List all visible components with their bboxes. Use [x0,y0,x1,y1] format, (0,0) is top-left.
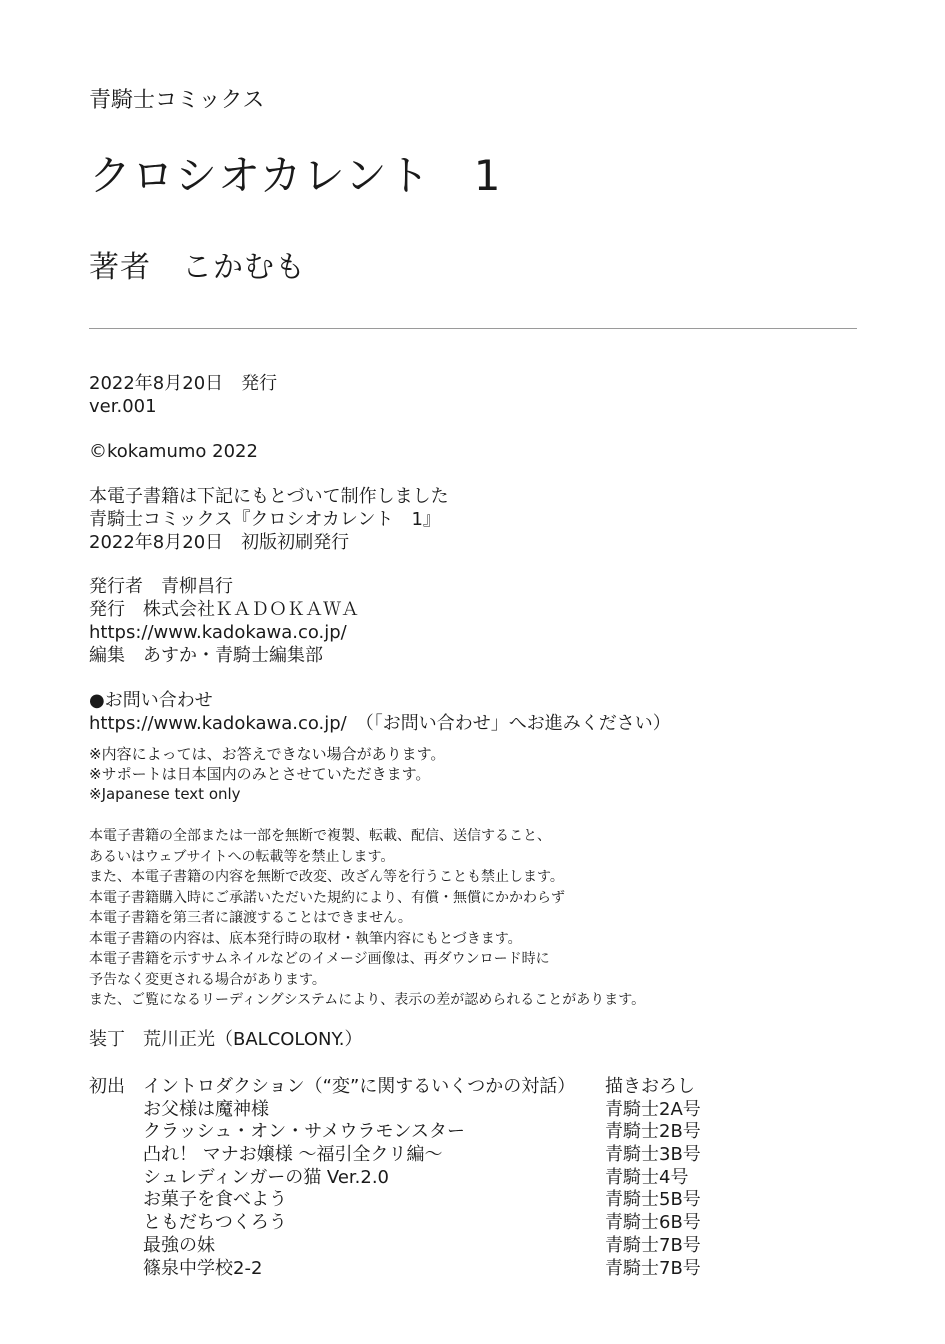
copyright: ©kokamumo 2022 [89,441,258,462]
divider [89,328,857,329]
publisher-block [89,575,859,667]
story-title: イントロダクション（“変”に関するいくつかの対話） [143,1076,576,1097]
story-title: 凸れ！ マナお嬢様 ～福引全クリ編～ [143,1144,443,1166]
design-credit: 装丁 荒川正光（BALCOLONY.） [89,1029,363,1050]
notice-line: 本電子書籍購入時にご承諾いただいた規約により、有償・無償にかかわらず [89,889,565,906]
book-title: クロシオカレント 1 [89,151,502,200]
copyright-block [89,440,859,463]
story-title: 最強の妹 [143,1234,215,1256]
first-appearance-heading: 初出 [89,1076,125,1097]
contact-note: ※内容によっては、お答えできない場合があります。 [89,745,446,763]
story-origin: 青騎士2A号 [605,1098,701,1120]
story-title: ともだちつくろう [143,1212,287,1234]
list-item [89,1208,859,1234]
design-block [89,1028,859,1051]
list-item [89,1163,859,1186]
author-line: 著者 こかむも [89,250,306,285]
notice-line: 本電子書籍の全部または一部を無断で複製、転載、配信、送信すること、 [89,828,551,844]
story-origin: 青騎士5B号 [605,1189,701,1211]
story-title: シュレディンガーの猫 Ver.2.0 [143,1166,390,1188]
list-item [89,1185,859,1211]
story-origin: 青騎士6B号 [605,1212,701,1234]
contact-block [89,689,859,735]
story-origin: 青騎士7B号 [605,1257,701,1279]
publisher-line: 編集 あすか・青騎士編集部 [89,645,323,666]
publisher-line: 発行 株式会社ＫＡＤＯＫＡＷＡ [89,599,359,620]
story-origin: 描きおろし [605,1076,695,1097]
list-item [89,1140,859,1166]
publisher-url: https://www.kadokawa.co.jp/ [89,622,347,643]
basis-block [89,485,859,554]
publication-info [89,372,859,418]
notice-line: 本電子書籍の内容は、底本発行時の取材・執筆内容にもとづきます。 [89,930,522,947]
notice-line: また、ご覧になるリーディングシステムにより、表示の差が認められることがあります。 [89,992,646,1008]
basis-line: 青騎士コミックス『クロシオカレント 1』 [89,509,441,530]
first-appearance-list [89,1072,859,1279]
publication-date: 2022年8月20日 発行 [89,373,278,394]
contact-note: ※Japanese text only [89,785,241,803]
story-origin: 青騎士4号 [605,1166,689,1188]
story-title: クラッシュ・オン・サメウラモンスター [143,1121,466,1143]
story-title: お父様は魔神様 [143,1098,269,1120]
version: ver.001 [89,396,157,417]
story-origin: 青騎士7B号 [605,1234,701,1256]
contact-url: https://www.kadokawa.co.jp/ （「お問い合わせ」へお進みください） [89,713,671,734]
contact-heading: ●お問い合わせ [89,690,213,711]
basis-line: 2022年8月20日 初版初刷発行 [89,532,350,553]
contact-notes [89,744,859,804]
list-item [89,1254,859,1277]
notices-block [89,826,859,1011]
contact-note: ※サポートは日本国内のみとさせていただきます。 [89,765,431,783]
series-name: 青騎士コミックス [89,88,265,113]
story-origin: 青騎士2B号 [605,1121,701,1143]
story-origin: 青騎士3B号 [605,1144,701,1166]
list-item [89,1072,859,1095]
notice-line: 本電子書籍を第三者に譲渡することはできません。 [89,910,412,926]
list-item [89,1095,859,1118]
notice-line: 予告なく変更される場合があります。 [89,971,326,988]
list-item [89,1231,859,1254]
notice-line: 本電子書籍を示すサムネイルなどのイメージ画像は、再ダウンロード時に [89,951,550,967]
publisher-line: 発行者 青柳昌行 [89,576,233,597]
notice-line: あるいはウェブサイトへの転載等を禁止します。 [89,848,395,865]
story-title: 篠泉中学校2-2 [143,1257,263,1279]
story-title: お菓子を食べよう [143,1189,287,1211]
basis-line: 本電子書籍は下記にもとづいて制作しました [89,486,449,507]
notice-line: また、本電子書籍の内容を無断で改変、改ざん等を行うことも禁止します。 [89,869,564,885]
list-item [89,1117,859,1143]
